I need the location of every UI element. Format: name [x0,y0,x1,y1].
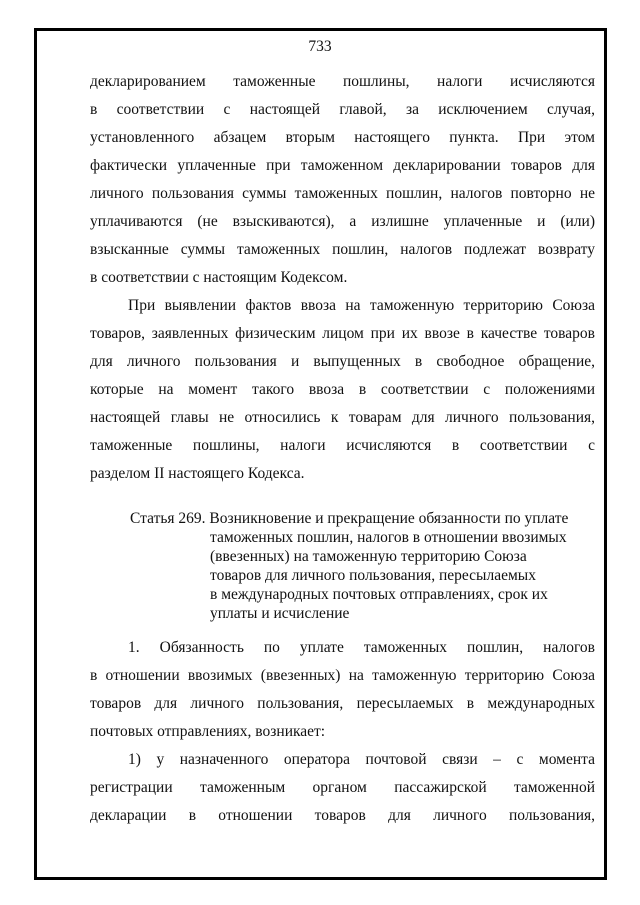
text-line: в соответствии с настоящим Кодексом. [90,269,348,286]
paragraph-2 [90,292,595,488]
text-line: которые на момент такого ввоза в соответствии с положениями [90,381,595,398]
text-line: личного пользования суммы таможенных пошлин, налогов повторно не [90,185,595,202]
heading-line: Статья 269. Возникновение и прекращение обязанности по уплате [130,510,569,527]
paragraph-3 [90,634,595,746]
text-line: уплачиваются (не взыскиваются), а излишне уплаченные и (или) [90,213,595,230]
text-line: 1. Обязанность по уплате таможенных пошлин, налогов [128,639,595,656]
text-line: При выявлении фактов ввоза на таможенную территорию Союза [128,297,595,314]
text-line: установленного абзацем вторым настоящего пункта. При этом [90,129,595,146]
text-line: в соответствии с настоящей главой, за исключением случая, [90,101,595,118]
page-number: 733 [308,38,332,55]
text-line: таможенные пошлины, налоги исчисляются в соответствии с [90,437,595,454]
text-line: товаров, заявленных физическим лицом при их ввозе в качестве товаров [90,325,595,342]
text-line: 1) у назначенного оператора почтовой связи – с момента [128,751,595,768]
text-line: почтовых отправлениях, возникает: [90,723,326,740]
text-line: товаров для личного пользования, пересылаемых в международных [90,695,595,712]
heading-line: в международных почтовых отправлениях, срок их [210,586,548,603]
text-line: взысканные суммы таможенных пошлин, налогов подлежат возврату [90,241,595,258]
text-line: декларированием таможенные пошлины, налоги исчисляются [90,73,595,90]
paragraph-4 [90,746,595,830]
article-heading [130,509,595,623]
text-line: для личного пользования и выпущенных в свободное обращение, [90,353,595,370]
heading-line: товаров для личного пользования, пересылаемых [210,567,536,584]
heading-line: таможенных пошлин, налогов в отношении ввозимых [210,529,567,546]
text-line: декларации в отношении товаров для личного пользования, [90,807,595,824]
text-line: настоящей главы не относились к товарам для личного пользования, [90,409,595,426]
text-line: разделом II настоящего Кодекса. [90,465,305,482]
heading-line: (ввезенных) на таможенную территорию Союза [210,548,527,565]
text-line: регистрации таможенным органом пассажирской таможенной [90,779,595,796]
paragraph-1 [90,68,595,292]
heading-line: уплаты и исчисление [210,605,350,622]
text-line: в отношении ввозимых (ввезенных) на таможенную территорию Союза [90,667,595,684]
text-line: фактически уплаченные при таможенном декларировании товаров для [90,157,595,174]
